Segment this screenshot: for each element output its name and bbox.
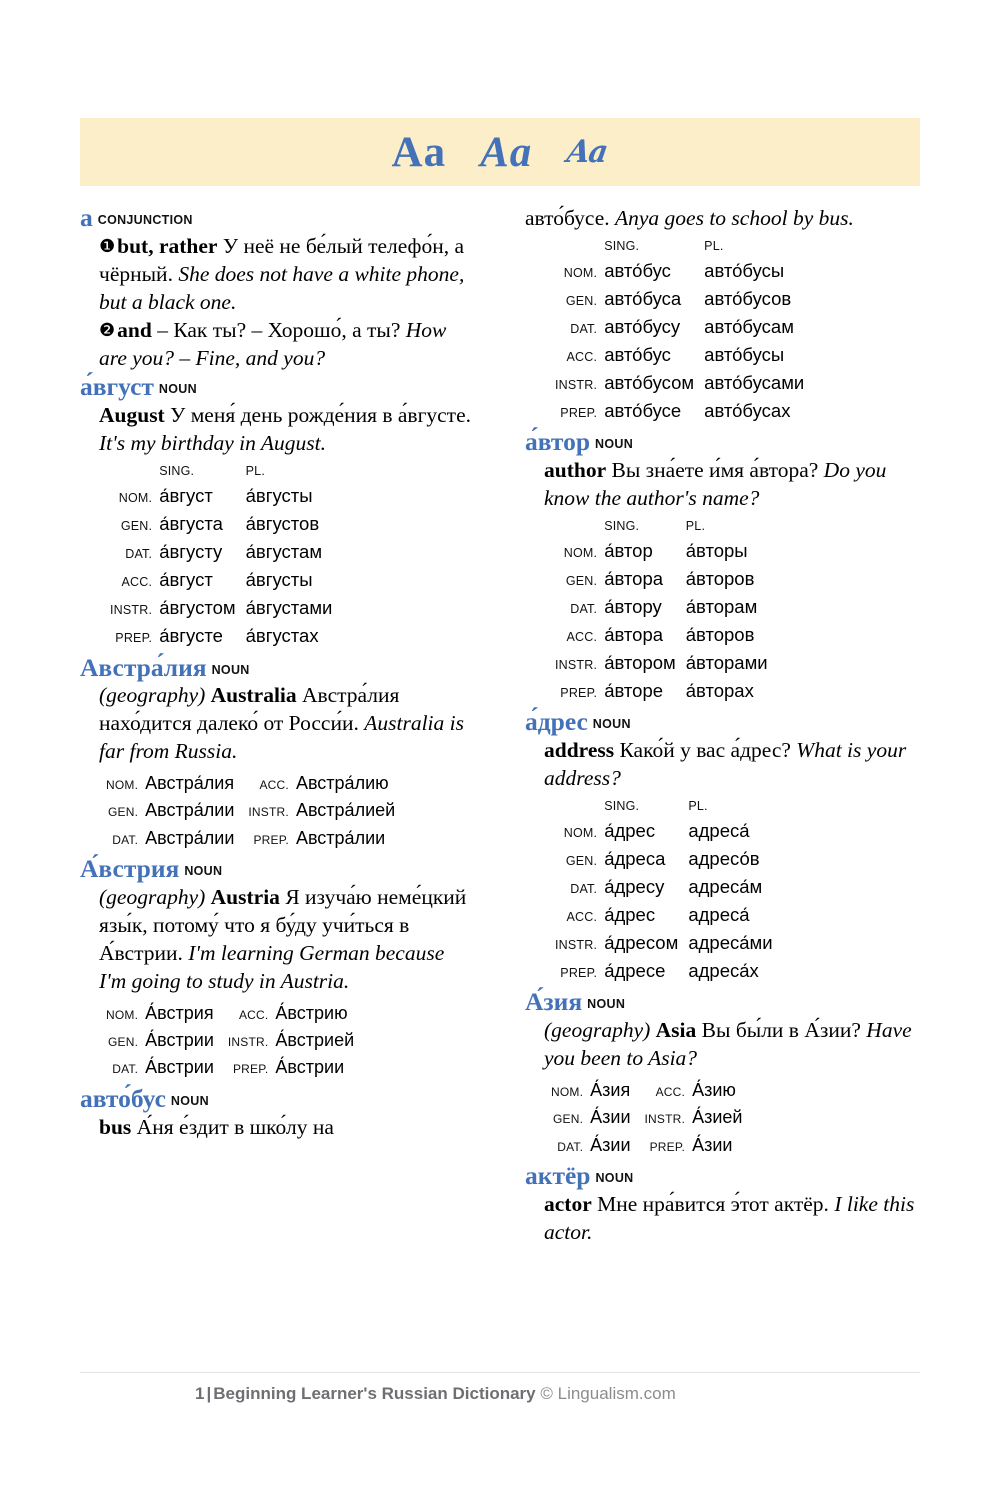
example-english: It's my birthday in August. [99, 431, 326, 456]
table-row [106, 770, 409, 797]
form-value: А́встрии [145, 1057, 214, 1078]
table-row [110, 622, 342, 650]
gloss: and [117, 317, 152, 342]
case-label: ACC. [655, 1085, 686, 1100]
example-russian: – Как ты? – Хорошо́, а ты? [157, 317, 401, 342]
declension-table [106, 770, 409, 852]
case-label: GEN. [108, 1035, 139, 1050]
table-row [555, 873, 783, 901]
form-value: Австра́лии [145, 800, 235, 821]
form-value: А́встрией [275, 1030, 355, 1051]
table-row [106, 1054, 368, 1081]
table-row [106, 1027, 368, 1054]
page-footer [195, 1384, 676, 1404]
form-value: А́зией [692, 1107, 743, 1128]
table-row [106, 825, 409, 852]
part-of-speech: NOUN [592, 717, 631, 732]
table-row [555, 901, 783, 929]
headword[interactable]: а́втор [525, 427, 591, 457]
case-label: PREP. [115, 631, 153, 646]
table-row [110, 538, 342, 566]
form-value: А́встрии [145, 1030, 214, 1051]
example-russian: У меня́ день рожде́ния в а́вгусте. [170, 403, 471, 428]
plural-header: PL. [685, 518, 706, 533]
form-singular: авто́бусу [604, 315, 681, 337]
table-row [551, 1132, 756, 1159]
domain-label: (geography) [99, 683, 206, 708]
declension-table [110, 462, 342, 650]
entry-avstraliya [80, 652, 475, 853]
entry-akter [525, 1163, 920, 1247]
example-english: Have you been to Asia? [544, 1018, 912, 1071]
form-plural: адреса́ [688, 819, 750, 841]
form-plural: а́вторы [685, 539, 748, 561]
gloss: but [117, 233, 149, 258]
right-column [525, 205, 920, 1350]
example-russian: Како́й у вас а́дрес? [619, 738, 791, 763]
case-label: DAT. [570, 601, 598, 616]
form-value: А́зию [692, 1080, 736, 1101]
entry-avgust [80, 374, 475, 650]
singular-header: SING. [604, 238, 640, 253]
table-row [555, 929, 783, 957]
case-label: INSTR. [227, 1035, 269, 1050]
form-plural: авто́бусах [704, 400, 791, 422]
form-singular: а́втора [604, 567, 664, 589]
case-label: NOM. [563, 545, 598, 560]
case-label: INSTR. [555, 378, 598, 393]
table-row [110, 482, 342, 510]
form-plural: а́второв [685, 567, 755, 589]
entry-avstriya [80, 856, 475, 1082]
plural-header: PL. [245, 464, 265, 479]
part-of-speech: NOUN [170, 1093, 209, 1108]
example-russian: Австра́лия нахо́дится далеко́ от Росси́и. [99, 683, 400, 736]
case-label: PREP. [232, 1062, 269, 1077]
form-singular: а́дресе [604, 960, 666, 982]
case-label: PREP. [560, 406, 598, 421]
form-singular: а́вгуст [159, 569, 213, 591]
part-of-speech: NOUN [595, 437, 634, 452]
plural-header: PL. [704, 238, 724, 253]
headword-line [80, 205, 475, 232]
form-value: Австра́лии [295, 827, 386, 848]
form-singular: а́втором [604, 652, 676, 674]
table-row [555, 257, 814, 285]
part-of-speech: NOUN [184, 864, 223, 879]
table-row [555, 537, 778, 565]
form-singular: а́вгуста [159, 512, 223, 534]
case-label: NOM. [563, 265, 598, 280]
part-of-speech: NOUN [158, 382, 197, 397]
form-plural: адресо́в [688, 847, 760, 869]
case-label: ACC. [121, 575, 153, 590]
case-label: GEN. [120, 518, 153, 533]
table-row [555, 649, 778, 677]
form-plural: адреса́ [688, 904, 750, 926]
example-english: How are you? – Fine, and you? [99, 317, 447, 370]
definition [544, 457, 920, 513]
form-value: А́зии [590, 1134, 631, 1155]
form-plural: а́вгусты [245, 484, 313, 506]
form-plural: а́вгустах [245, 625, 319, 647]
table-row [555, 677, 778, 705]
definition [99, 1114, 475, 1142]
spacer-cell [555, 797, 604, 817]
entry-aziya [525, 989, 920, 1159]
form-singular: а́втор [604, 539, 653, 561]
example-russian: Вы зна́ете и́мя а́втора? [611, 458, 819, 483]
gloss: actor [544, 1191, 592, 1216]
case-label: ACC. [566, 350, 598, 365]
definition [544, 737, 920, 793]
form-plural: адреса́м [688, 876, 763, 897]
copyright-notice: © Lingualism.com [540, 1384, 676, 1403]
form-singular: авто́буса [604, 287, 682, 309]
example-english: Anya goes to school by bus. [615, 206, 854, 230]
form-plural: а́вторам [685, 595, 758, 617]
plural-header: PL. [688, 799, 708, 814]
form-plural: авто́бусы [704, 259, 785, 281]
case-label: PREP. [253, 832, 289, 847]
table-header-row [110, 462, 342, 482]
letter-italic-Aa: Aa [480, 128, 533, 176]
headword-line [525, 429, 920, 456]
left-column [80, 205, 475, 1350]
form-singular: авто́бусом [604, 372, 695, 394]
singular-header: SING. [604, 799, 640, 814]
headword-line [525, 1163, 920, 1190]
table-row [555, 565, 778, 593]
case-label: INSTR. [555, 658, 598, 673]
form-plural: а́вгустам [245, 541, 323, 563]
form-plural: а́второв [685, 624, 755, 646]
gloss-secondary: , rather [148, 233, 218, 258]
declension-table [551, 1077, 756, 1159]
example-english: She does not have a white phone, but a black one. [99, 261, 465, 314]
case-label: PREP. [560, 966, 598, 981]
form-plural: а́вгустами [245, 597, 333, 619]
table-row [551, 1077, 756, 1104]
footer-divider [80, 1372, 920, 1373]
form-singular: а́втору [604, 595, 662, 617]
form-plural: авто́бусов [704, 287, 792, 309]
case-label: NOM. [106, 778, 139, 793]
definition [544, 1017, 920, 1073]
form-plural: авто́бусам [704, 315, 794, 337]
entry-adres [525, 709, 920, 985]
table-header-row [555, 517, 778, 537]
case-label: INSTR. [555, 938, 598, 953]
case-label: GEN. [565, 293, 598, 308]
example-english: I'm learning German because I'm going to study in Austria. [99, 940, 445, 993]
headword[interactable]: a [80, 203, 93, 232]
case-label: GEN. [553, 1112, 584, 1127]
case-label: ACC. [238, 1007, 269, 1022]
domain-label: (geography) [99, 884, 206, 909]
form-singular: а́вгустом [159, 597, 236, 619]
spacer-cell [110, 462, 159, 482]
gloss: address [544, 738, 615, 763]
form-singular: а́вгуст [159, 484, 213, 506]
part-of-speech: NOUN [211, 662, 250, 677]
form-plural: а́вторах [685, 680, 754, 702]
entry-a [80, 205, 475, 372]
case-label: NOM. [563, 825, 598, 840]
spacer-cell [555, 517, 604, 537]
form-singular: а́дресом [604, 932, 679, 954]
example-russian: Я изуча́ю неме́цкий язы́к, потому́ что я бу́ду учи́ться в А́встрии. [99, 884, 467, 965]
table-row [110, 566, 342, 594]
table-row [555, 369, 814, 397]
table-row [555, 341, 814, 369]
case-label: ACC. [259, 778, 289, 793]
headword-line [80, 856, 475, 883]
singular-header: SING. [604, 518, 640, 533]
form-singular: а́втора [604, 624, 664, 646]
table-row [555, 313, 814, 341]
case-label: DAT. [557, 1139, 584, 1154]
table-header-row [555, 237, 814, 257]
table-row [110, 594, 342, 622]
gloss: bus [99, 1114, 132, 1139]
definition [99, 682, 475, 766]
part-of-speech: NOUN [587, 997, 626, 1012]
entry-avtobus-continued [525, 205, 920, 425]
headword[interactable]: А́встрия [80, 854, 180, 884]
table-row [106, 1000, 368, 1027]
headword[interactable]: авто́бус [80, 1083, 166, 1113]
example-russian: У неё не бе́лый телефо́н, а чёрный. [99, 233, 465, 286]
form-singular: авто́бус [604, 344, 671, 366]
case-label: PREP. [649, 1139, 686, 1154]
gloss: author [544, 458, 607, 483]
case-label: INSTR. [248, 805, 289, 820]
form-singular: а́вгусте [159, 625, 223, 647]
case-label: NOM. [551, 1085, 584, 1100]
case-label: GEN. [565, 853, 598, 868]
headword-line [80, 1083, 475, 1113]
domain-label: (geography) [544, 1018, 651, 1043]
declension-table [555, 237, 814, 425]
case-label: GEN. [108, 805, 139, 820]
sense-marker-1: ❶ [99, 235, 116, 257]
form-singular: авто́бус [604, 259, 671, 281]
part-of-speech: CONJUNCTION [97, 213, 193, 227]
entry-avtor [525, 429, 920, 705]
form-singular: а́вгусту [159, 541, 223, 563]
definition [544, 1191, 920, 1247]
form-plural: авто́бусами [704, 372, 805, 394]
table-row [555, 817, 783, 845]
entry-avtobus [80, 1083, 475, 1142]
table-row [555, 957, 783, 985]
example-english: What is your address? [544, 738, 907, 791]
form-value: А́встрию [275, 1002, 348, 1023]
case-label: DAT. [570, 321, 598, 336]
example-russian: Мне нра́вится э́тот актёр. [597, 1191, 829, 1216]
spacer-cell [555, 237, 604, 257]
case-label: NOM. [106, 1007, 139, 1022]
table-row [555, 285, 814, 313]
sense-2 [99, 317, 475, 373]
table-row [555, 621, 778, 649]
case-label: DAT. [570, 882, 598, 896]
form-singular: а́дрес [604, 904, 656, 926]
letter-cursive-Aa: Aa [564, 133, 611, 170]
gloss: Austria [210, 884, 280, 909]
case-label: INSTR. [644, 1112, 686, 1127]
form-singular: авто́бусе [604, 400, 682, 422]
form-plural: авто́бусы [704, 344, 785, 366]
form-singular: а́дрес [604, 819, 656, 841]
definition [99, 402, 475, 458]
letter-roman-Aa: Aa [391, 128, 447, 176]
example-english: I like this actor. [544, 1191, 915, 1244]
alphabet-header-banner [80, 118, 920, 186]
table-row [555, 845, 783, 873]
table-row [555, 397, 814, 425]
headword[interactable]: а́вгуст [80, 372, 154, 402]
case-label: DAT. [112, 832, 139, 847]
example-english: Australia is far from Russia. [99, 711, 464, 764]
form-value: Австра́лия [145, 773, 235, 794]
form-value: А́встрии [275, 1057, 345, 1078]
gloss: Australia [210, 683, 297, 708]
case-label: NOM. [118, 490, 153, 505]
form-plural: а́вгусты [245, 569, 313, 591]
declension-table [555, 517, 778, 705]
example-russian-part2: авто́бусе. [525, 206, 610, 230]
definition [99, 884, 475, 996]
headword[interactable]: А́зия [525, 987, 583, 1017]
singular-header: SING. [159, 464, 195, 479]
page-number: 1 [195, 1384, 205, 1403]
table-row [551, 1104, 756, 1131]
headword-line [80, 652, 475, 682]
headword-line [525, 709, 920, 736]
form-plural: а́вторами [685, 652, 768, 674]
form-plural: адреса́ми [688, 932, 773, 954]
form-value: А́встрия [145, 1002, 214, 1023]
gloss: Asia [655, 1018, 697, 1043]
form-singular: а́дресу [604, 876, 665, 897]
sense-1 [99, 233, 475, 317]
form-value: А́зии [692, 1134, 733, 1155]
headword[interactable]: а́дрес [525, 707, 588, 737]
headword[interactable]: Австра́лия [80, 652, 207, 682]
form-singular: а́дреса [604, 847, 666, 869]
entry-columns [80, 205, 920, 1350]
example-english: Do you know the author's name? [544, 458, 887, 511]
form-value: Австра́лию [295, 773, 389, 794]
headword-line [525, 989, 920, 1016]
table-row [110, 510, 342, 538]
form-value: Австра́лией [295, 800, 396, 821]
table-row [555, 593, 778, 621]
form-value: А́зии [590, 1107, 631, 1128]
form-value: А́зия [590, 1080, 631, 1101]
table-row [106, 797, 409, 824]
case-label: PREP. [560, 686, 598, 701]
case-label: DAT. [125, 547, 153, 562]
definition-continued [525, 205, 920, 233]
example-russian: Вы бы́ли в А́зии? [701, 1018, 861, 1043]
form-singular: а́вторе [604, 680, 664, 702]
part-of-speech: NOUN [595, 1171, 634, 1186]
declension-table [555, 797, 783, 985]
case-label: ACC. [566, 910, 598, 925]
case-label: INSTR. [110, 603, 153, 618]
gloss: August [99, 403, 165, 428]
form-plural: адреса́х [688, 960, 759, 982]
case-label: ACC. [566, 630, 598, 645]
case-label: DAT. [112, 1062, 139, 1077]
form-plural: а́вгустов [245, 512, 320, 534]
form-value: Австра́лии [145, 827, 235, 848]
headword[interactable]: актёр [525, 1161, 591, 1191]
sense-marker-2: ❷ [99, 319, 116, 341]
example-russian-part1: А́ня е́здит в шко́лу на [136, 1114, 334, 1139]
declension-table [106, 1000, 368, 1082]
table-header-row [555, 797, 783, 817]
case-label: GEN. [565, 573, 598, 588]
dictionary-title: Beginning Learner's Russian Dictionary [213, 1384, 536, 1403]
footer-separator: | [206, 1384, 212, 1403]
headword-line [80, 374, 475, 401]
